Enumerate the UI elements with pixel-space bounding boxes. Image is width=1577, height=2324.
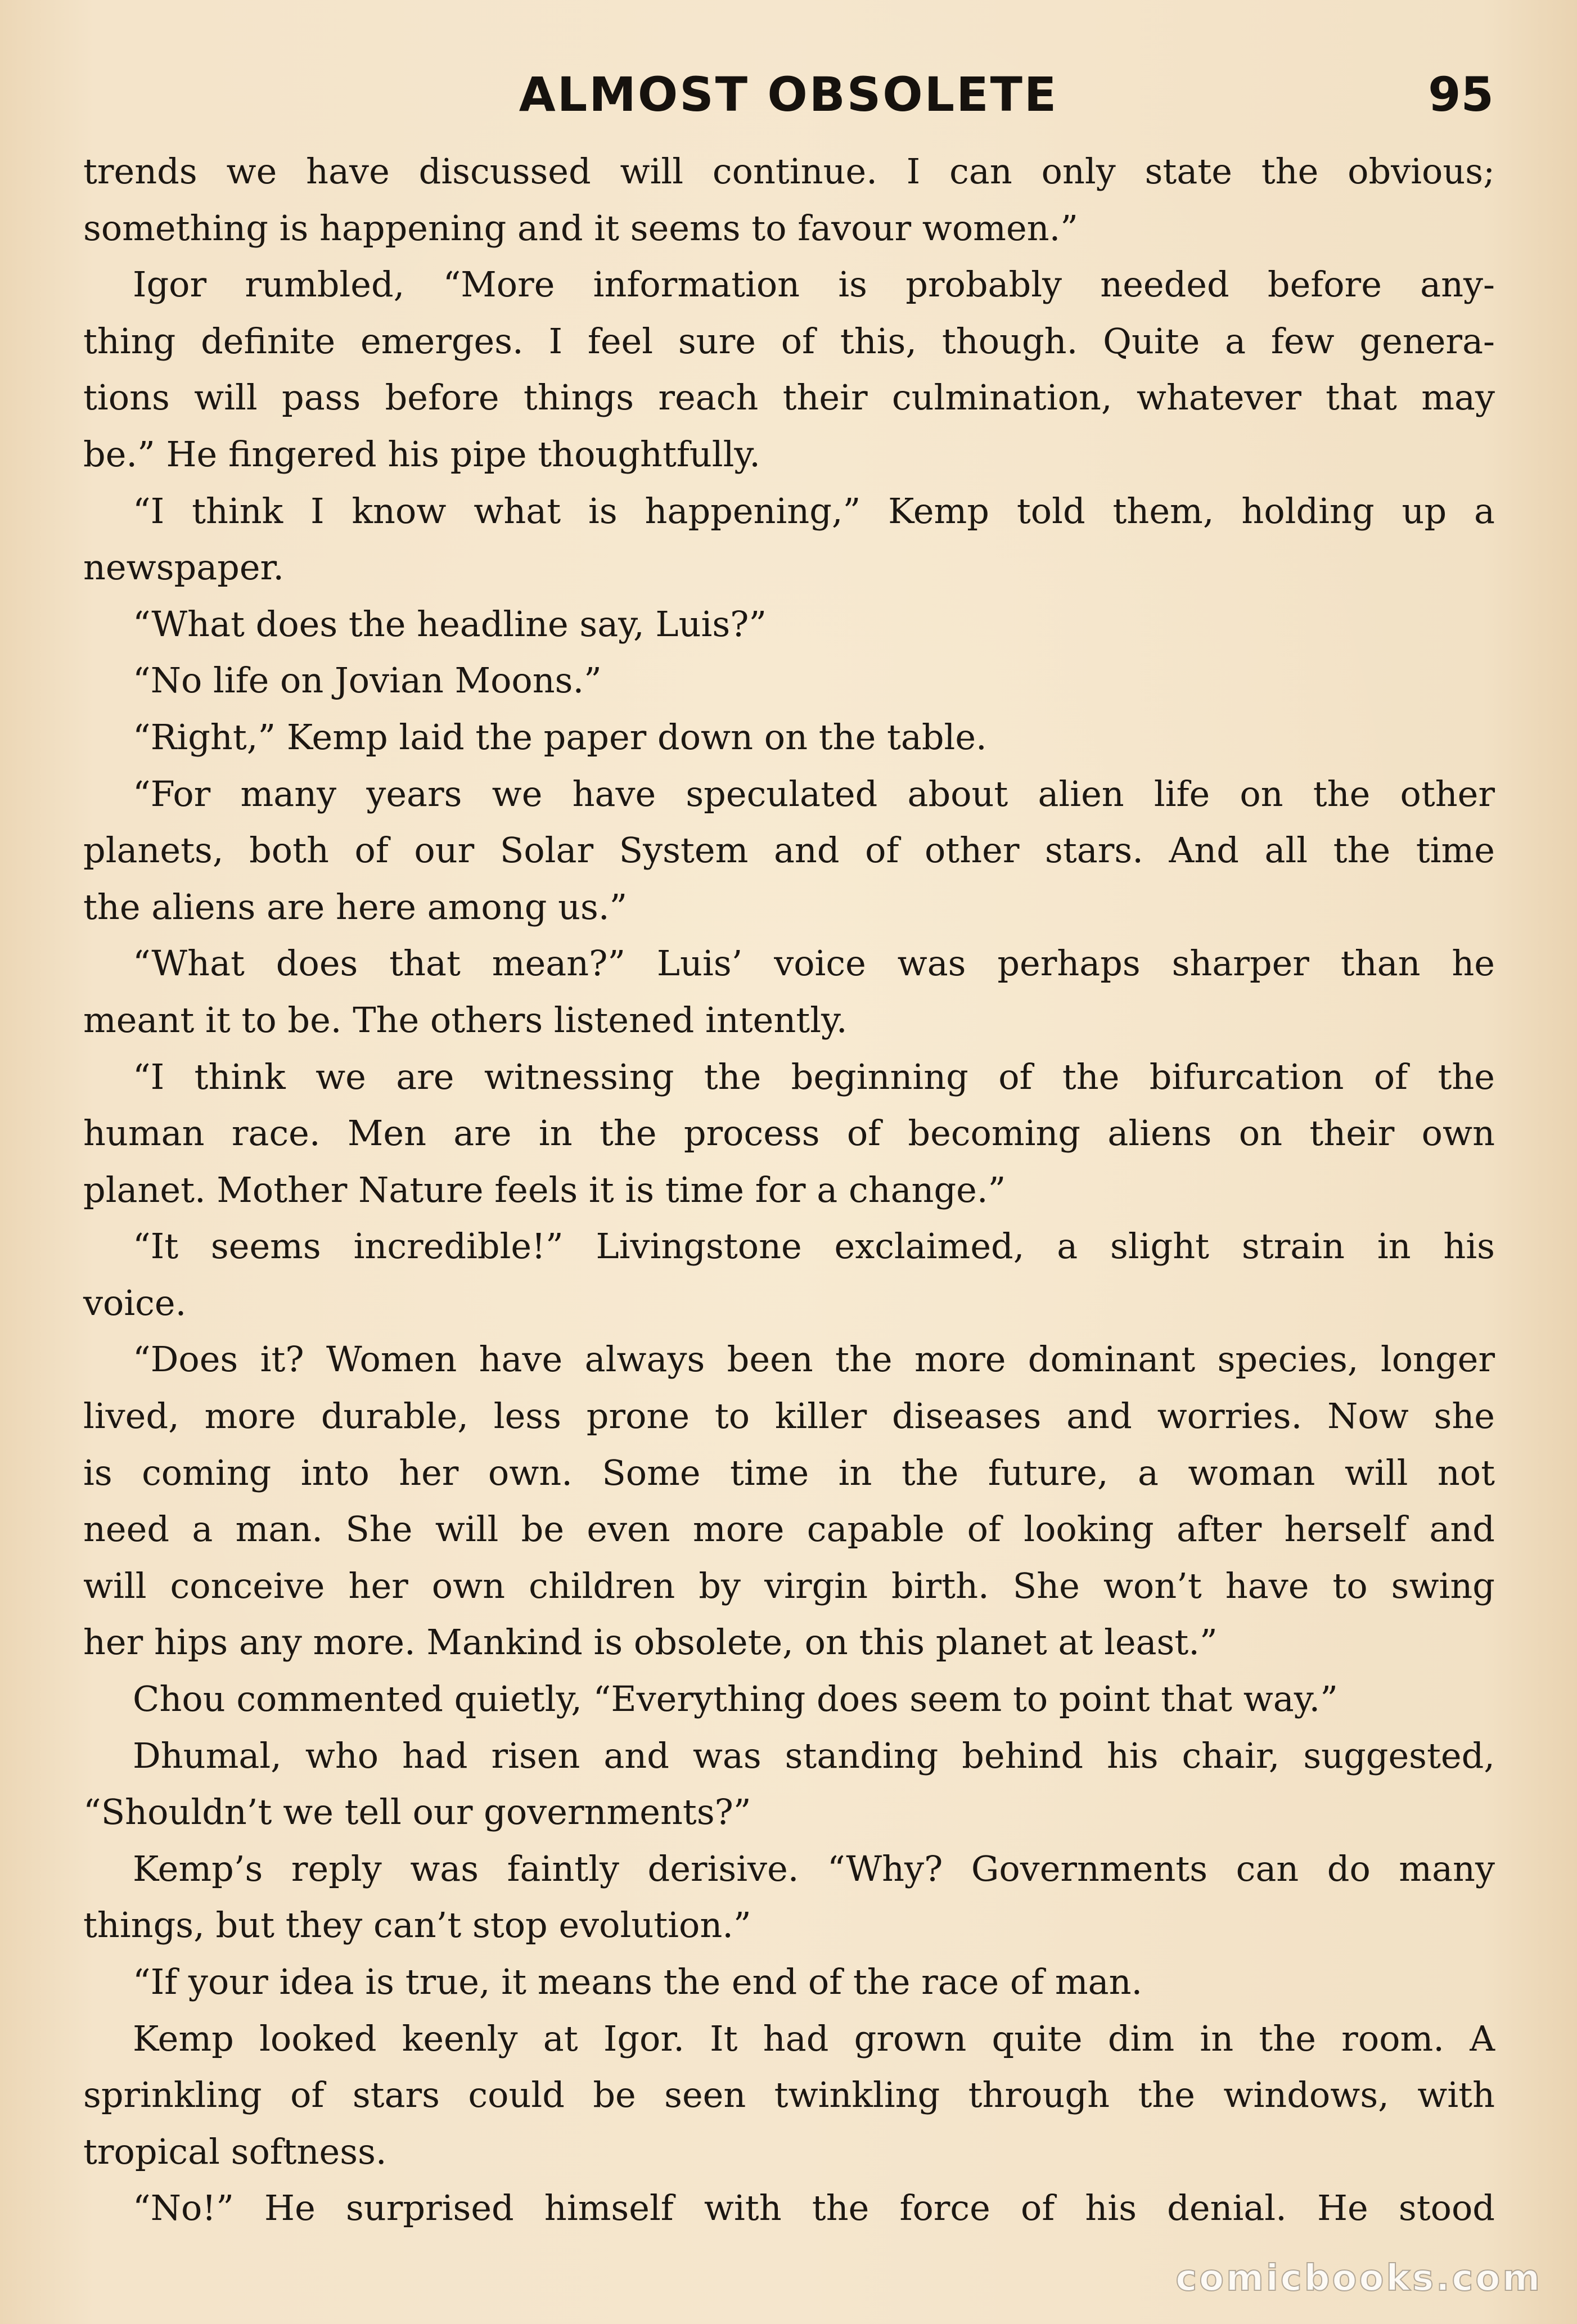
text-line: “Does it? Women have always been the more dominant species, longer [133,1339,1495,1380]
text-line: “No life on Jovian Moons.” [133,660,602,701]
text-line: Chou commented quietly, “Everything does seem to point that way.” [133,1678,1338,1720]
text-line: her hips any more. Mankind is obsolete, on this planet at least.” [83,1622,1218,1663]
text-line: Kemp looked keenly at Igor. It had grown quite dim in the room. A [133,2017,1495,2059]
page-number: 95 [1428,67,1494,122]
text-line: “If your idea is true, it means the end of the race of man. [133,1961,1143,2002]
text-line: “Right,” Kemp laid the paper down on the table. [133,716,987,758]
text-line: need a man. She will be even more capable of looking after herself and [83,1508,1495,1550]
text-line: tions will pass before things reach their culmination, whatever that may [83,377,1495,418]
text-line: thing definite emerges. I feel sure of this, though. Quite a few genera- [83,320,1495,362]
text-line: Kemp’s reply was faintly derisive. “Why? Governments can do many [133,1848,1495,1889]
text-line: meant it to be. The others listened intently. [83,999,848,1041]
text-line: voice. [83,1282,187,1323]
watermark: comicbooks.com [1175,2258,1542,2299]
text-line: things, but they can’t stop evolution.” [83,1904,751,1946]
text-line: trends we have discussed will continue. I can only state the obvious; [83,151,1495,192]
text-line: Igor rumbled, “More information is probably needed before any- [133,264,1495,305]
text-line: something is happening and it seems to favour women.” [83,207,1078,249]
text-line: “For many years we have speculated about alien life on the other [133,773,1495,814]
text-line: lived, more durable, less prone to killer diseases and worries. Now she [83,1395,1495,1437]
text-line: “What does the headline say, Luis?” [133,603,767,645]
text-line: newspaper. [83,547,285,588]
text-line: “What does that mean?” Luis’ voice was perhaps sharper than he [133,943,1495,984]
text-line: tropical softness. [83,2131,387,2172]
body-text [83,143,1495,2237]
text-line: will conceive her own children by virgin birth. She won’t have to swing [83,1565,1495,1606]
text-line: planets, both of our Solar System and of other stars. And all the time [83,830,1495,871]
text-line: sprinkling of stars could be seen twinkling through the windows, with [83,2074,1495,2116]
text-line: “I think I know what is happening,” Kemp told them, holding up a [133,490,1495,532]
text-line: “I think we are witnessing the beginning of the bifurcation of the [133,1056,1495,1097]
text-line: be.” He fingered his pipe thoughtfully. [83,433,760,475]
text-line: “Shouldn’t we tell our governments?” [83,1791,751,1833]
text-line: Dhumal, who had risen and was standing behind his chair, suggested, [133,1735,1495,1776]
running-title: ALMOST OBSOLETE [519,67,1058,122]
text-line: “It seems incredible!” Livingstone exclaimed, a slight strain in his [133,1226,1495,1267]
text-line: “No!” He surprised himself with the force of his denial. He stood [133,2187,1495,2229]
page-header [0,61,1577,128]
text-line: human race. Men are in the process of becoming aliens on their own [83,1113,1495,1154]
text-line: planet. Mother Nature feels it is time for a change.” [83,1169,1006,1210]
text-line: the aliens are here among us.” [83,886,628,927]
text-line: is coming into her own. Some time in the future, a woman will not [83,1452,1495,1493]
